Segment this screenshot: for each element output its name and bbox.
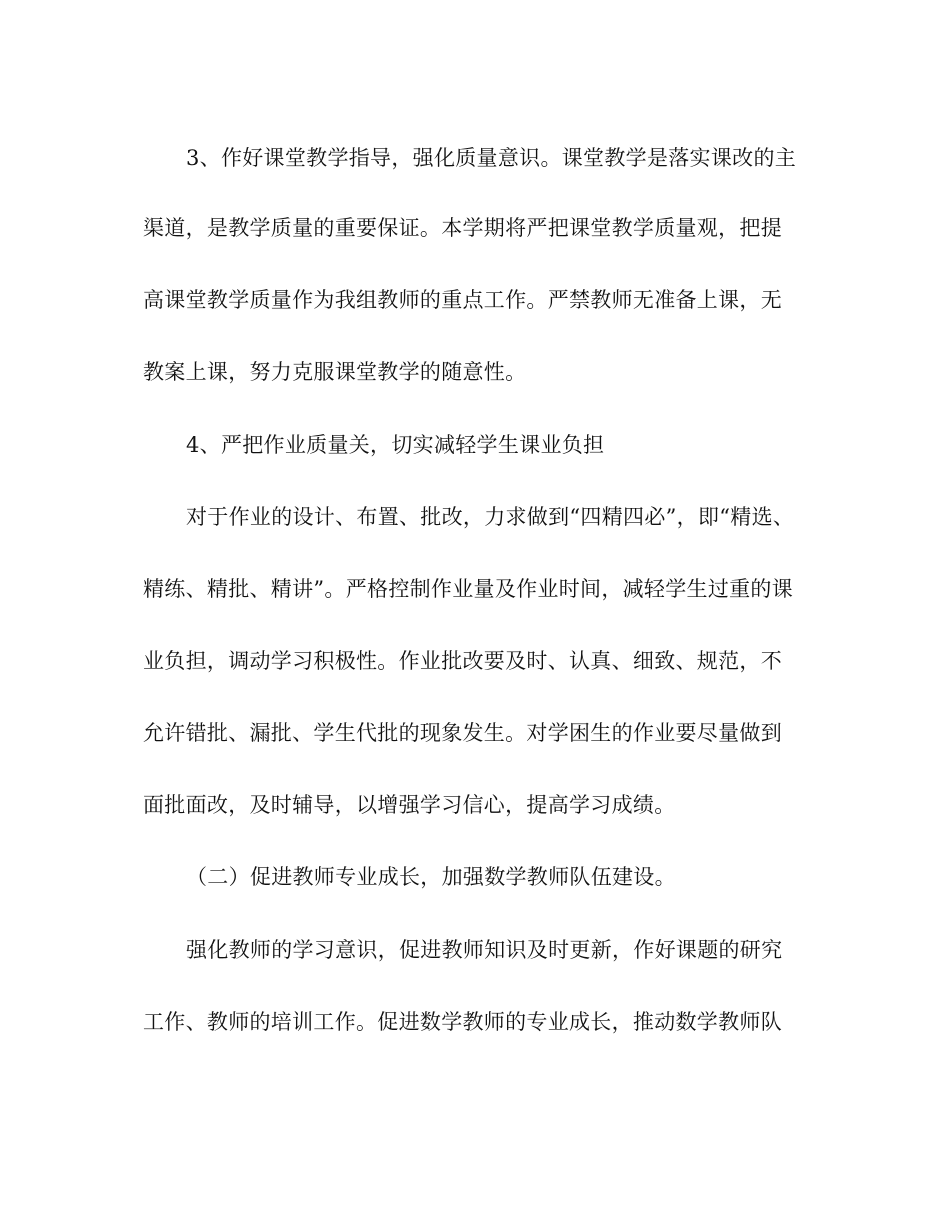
section-heading: 4、严把作业质量关，切实减轻学生课业负担 [186, 433, 605, 457]
paragraph-line: 面批面改，及时辅导，以增强学习信心，提高学习成绩。 [143, 793, 676, 817]
paragraph-line: 精练、精批、精讲”。严格控制作业量及作业时间，减轻学生过重的课 [143, 577, 794, 601]
paragraph-line: 强化教师的学习意识，促进教师知识及时更新，作好课题的研究 [186, 938, 783, 962]
section-heading: （二）促进教师专业成长，加强数学教师队伍建设。 [186, 865, 676, 889]
paragraph-line: 允许错批、漏批、学生代批的现象发生。对学困生的作业要尽量做到 [143, 721, 782, 745]
paragraph-line: 对于作业的设计、布置、批改，力求做到“四精四必”，即“精选、 [186, 505, 795, 529]
paragraph-line: 业负担，调动学习积极性。作业批改要及时、认真、细致、规范，不 [143, 649, 782, 673]
paragraph-line: 渠道，是教学质量的重要保证。本学期将严把课堂教学质量观，把提 [143, 216, 782, 240]
paragraph-line: 高课堂教学质量作为我组教师的重点工作。严禁教师无准备上课，无 [143, 288, 782, 312]
paragraph-line: 教案上课，努力克服课堂教学的随意性。 [143, 360, 527, 384]
paragraph-line: 工作、教师的培训工作。促进数学教师的专业成长，推动数学教师队 [143, 1010, 782, 1034]
paragraph-line: 3、作好课堂教学指导，强化质量意识。课堂教学是落实课改的主 [186, 146, 797, 170]
